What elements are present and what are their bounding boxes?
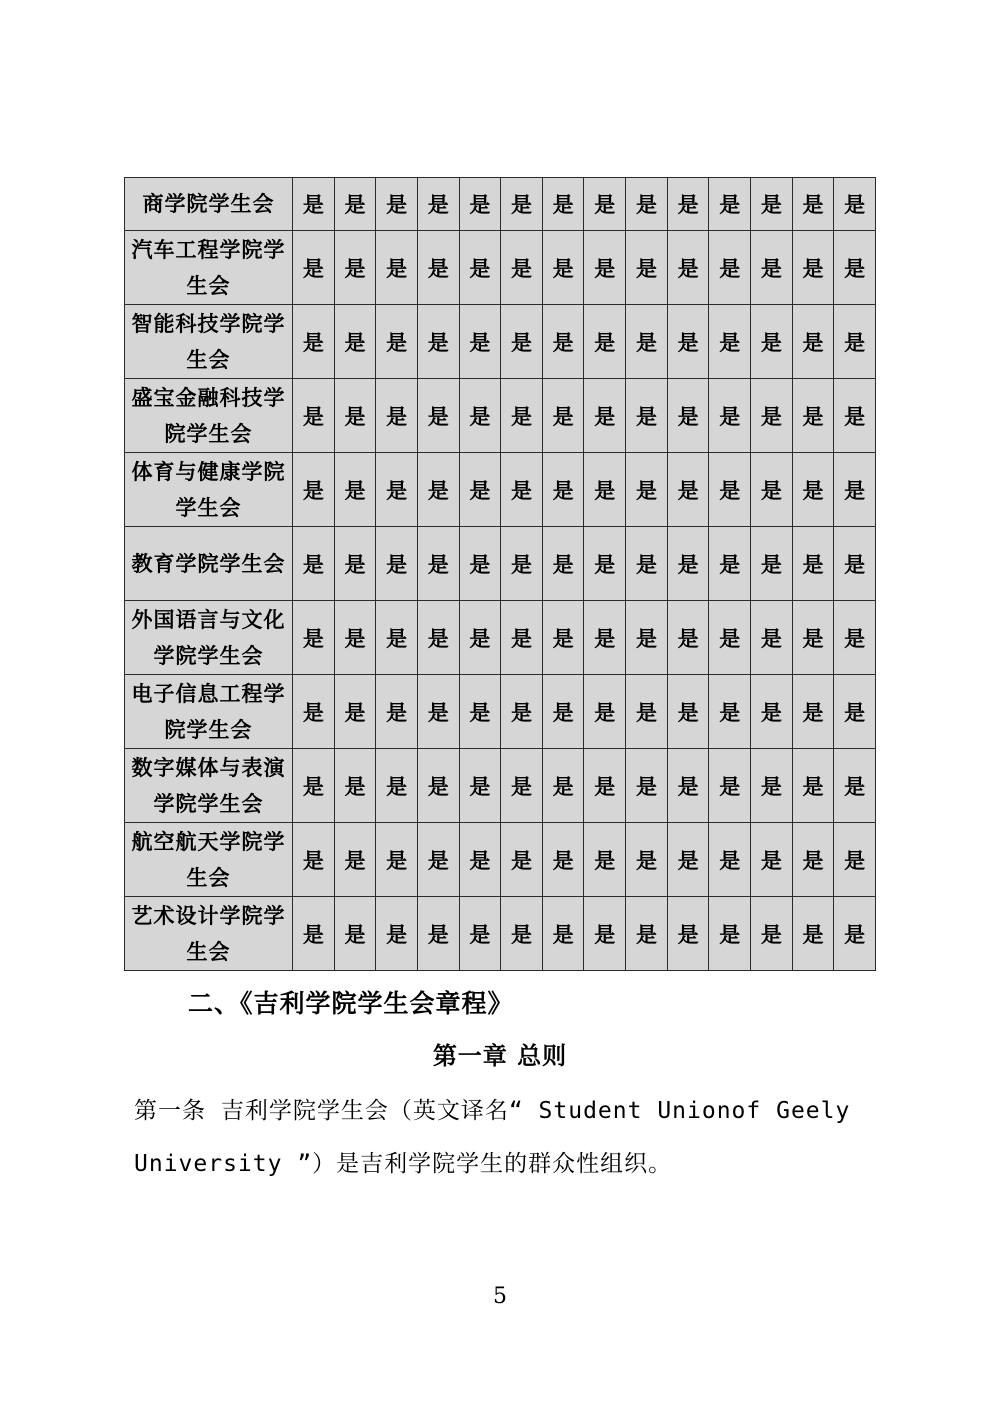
yes-cell: 是 (334, 379, 376, 453)
yes-cell: 是 (584, 231, 626, 305)
yes-cell: 是 (751, 527, 793, 601)
college-name-cell: 盛宝金融科技学院学生会 (125, 379, 293, 453)
yes-cell: 是 (417, 823, 459, 897)
table-row (125, 379, 876, 453)
yes-cell: 是 (293, 527, 335, 601)
yes-cell: 是 (542, 897, 584, 971)
college-name-cell: 电子信息工程学院学生会 (125, 675, 293, 749)
yes-cell: 是 (501, 231, 543, 305)
yes-cell: 是 (834, 178, 876, 231)
table-row (125, 675, 876, 749)
yes-cell: 是 (334, 453, 376, 527)
yes-cell: 是 (417, 749, 459, 823)
yes-cell: 是 (293, 379, 335, 453)
yes-cell: 是 (792, 823, 834, 897)
college-name-cell: 艺术设计学院学生会 (125, 897, 293, 971)
yes-cell: 是 (542, 823, 584, 897)
yes-cell: 是 (501, 527, 543, 601)
yes-cell: 是 (334, 675, 376, 749)
yes-cell: 是 (709, 305, 751, 379)
yes-cell: 是 (626, 897, 668, 971)
yes-cell: 是 (626, 305, 668, 379)
yes-cell: 是 (417, 601, 459, 675)
yes-cell: 是 (417, 379, 459, 453)
yes-cell: 是 (542, 675, 584, 749)
yes-cell: 是 (293, 601, 335, 675)
table-row (125, 527, 876, 601)
yes-cell: 是 (751, 675, 793, 749)
yes-cell: 是 (376, 527, 418, 601)
table-row (125, 823, 876, 897)
yes-cell: 是 (709, 749, 751, 823)
yes-cell: 是 (792, 379, 834, 453)
yes-cell: 是 (709, 379, 751, 453)
yes-cell: 是 (626, 823, 668, 897)
yes-cell: 是 (376, 178, 418, 231)
yes-cell: 是 (334, 178, 376, 231)
yes-cell: 是 (751, 379, 793, 453)
yes-cell: 是 (834, 379, 876, 453)
yes-cell: 是 (751, 453, 793, 527)
yes-cell: 是 (792, 749, 834, 823)
yes-cell: 是 (792, 527, 834, 601)
yes-cell: 是 (751, 823, 793, 897)
chapter-title: 第一章 总则 (432, 1042, 568, 1070)
yes-cell: 是 (376, 601, 418, 675)
yes-cell: 是 (501, 897, 543, 971)
yes-cell: 是 (584, 601, 626, 675)
yes-cell: 是 (751, 749, 793, 823)
yes-cell: 是 (459, 305, 501, 379)
yes-cell: 是 (667, 231, 709, 305)
yes-cell: 是 (626, 178, 668, 231)
yes-cell: 是 (334, 823, 376, 897)
yes-cell: 是 (709, 823, 751, 897)
table-row (125, 749, 876, 823)
yes-cell: 是 (376, 305, 418, 379)
yes-cell: 是 (376, 823, 418, 897)
yes-cell: 是 (459, 453, 501, 527)
table-row (125, 453, 876, 527)
yes-cell: 是 (709, 527, 751, 601)
yes-cell: 是 (751, 231, 793, 305)
membership-table (124, 177, 876, 971)
yes-cell: 是 (626, 453, 668, 527)
college-name-cell: 商学院学生会 (125, 178, 293, 231)
college-name-cell: 教育学院学生会 (125, 527, 293, 601)
yes-cell: 是 (542, 601, 584, 675)
yes-cell: 是 (751, 305, 793, 379)
yes-cell: 是 (834, 749, 876, 823)
yes-cell: 是 (584, 305, 626, 379)
yes-cell: 是 (626, 601, 668, 675)
yes-cell: 是 (542, 379, 584, 453)
table-row (125, 601, 876, 675)
yes-cell: 是 (584, 453, 626, 527)
yes-cell: 是 (667, 749, 709, 823)
yes-cell: 是 (501, 305, 543, 379)
yes-cell: 是 (542, 527, 584, 601)
college-name-cell: 外国语言与文化学院学生会 (125, 601, 293, 675)
yes-cell: 是 (792, 897, 834, 971)
yes-cell: 是 (667, 527, 709, 601)
yes-cell: 是 (542, 749, 584, 823)
yes-cell: 是 (459, 823, 501, 897)
yes-cell: 是 (792, 601, 834, 675)
yes-cell: 是 (501, 453, 543, 527)
yes-cell: 是 (834, 231, 876, 305)
yes-cell: 是 (834, 601, 876, 675)
yes-cell: 是 (626, 379, 668, 453)
yes-cell: 是 (376, 231, 418, 305)
yes-cell: 是 (667, 601, 709, 675)
yes-cell: 是 (709, 675, 751, 749)
yes-cell: 是 (501, 178, 543, 231)
yes-cell: 是 (667, 379, 709, 453)
yes-cell: 是 (417, 178, 459, 231)
table-row (125, 178, 876, 231)
yes-cell: 是 (751, 178, 793, 231)
yes-cell: 是 (834, 527, 876, 601)
yes-cell: 是 (334, 897, 376, 971)
yes-cell: 是 (542, 178, 584, 231)
yes-cell: 是 (626, 527, 668, 601)
yes-cell: 是 (584, 379, 626, 453)
yes-cell: 是 (459, 749, 501, 823)
yes-cell: 是 (459, 527, 501, 601)
yes-cell: 是 (667, 178, 709, 231)
yes-cell: 是 (667, 897, 709, 971)
yes-cell: 是 (293, 231, 335, 305)
table-row (125, 897, 876, 971)
yes-cell: 是 (417, 305, 459, 379)
yes-cell: 是 (667, 823, 709, 897)
yes-cell: 是 (792, 178, 834, 231)
yes-cell: 是 (501, 601, 543, 675)
table-body (125, 178, 876, 971)
yes-cell: 是 (376, 379, 418, 453)
yes-cell: 是 (334, 231, 376, 305)
yes-cell: 是 (709, 601, 751, 675)
yes-cell: 是 (293, 305, 335, 379)
yes-cell: 是 (751, 897, 793, 971)
yes-cell: 是 (709, 178, 751, 231)
yes-cell: 是 (459, 231, 501, 305)
yes-cell: 是 (584, 178, 626, 231)
yes-cell: 是 (584, 675, 626, 749)
college-name-cell: 汽车工程学院学生会 (125, 231, 293, 305)
yes-cell: 是 (376, 897, 418, 971)
yes-cell: 是 (834, 675, 876, 749)
yes-cell: 是 (293, 178, 335, 231)
article-paragraph: 第一条 吉利学院学生会（英文译名“ Student Unionof Geely University ”）是吉利学院学生的群众性组织。 (134, 1098, 851, 1177)
yes-cell: 是 (293, 675, 335, 749)
yes-cell: 是 (459, 675, 501, 749)
yes-cell: 是 (667, 453, 709, 527)
yes-cell: 是 (584, 527, 626, 601)
yes-cell: 是 (334, 527, 376, 601)
college-name-cell: 数字媒体与表演学院学生会 (125, 749, 293, 823)
yes-cell: 是 (792, 453, 834, 527)
yes-cell: 是 (792, 675, 834, 749)
yes-cell: 是 (501, 823, 543, 897)
yes-cell: 是 (709, 231, 751, 305)
yes-cell: 是 (834, 305, 876, 379)
yes-cell: 是 (459, 601, 501, 675)
yes-cell: 是 (834, 897, 876, 971)
yes-cell: 是 (459, 897, 501, 971)
yes-cell: 是 (334, 749, 376, 823)
yes-cell: 是 (417, 527, 459, 601)
yes-cell: 是 (626, 749, 668, 823)
yes-cell: 是 (459, 178, 501, 231)
yes-cell: 是 (376, 453, 418, 527)
yes-cell: 是 (584, 749, 626, 823)
yes-cell: 是 (459, 379, 501, 453)
yes-cell: 是 (834, 823, 876, 897)
yes-cell: 是 (834, 453, 876, 527)
yes-cell: 是 (334, 305, 376, 379)
yes-cell: 是 (667, 305, 709, 379)
yes-cell: 是 (417, 675, 459, 749)
yes-cell: 是 (501, 749, 543, 823)
table-row (125, 305, 876, 379)
yes-cell: 是 (709, 453, 751, 527)
yes-cell: 是 (584, 823, 626, 897)
yes-cell: 是 (501, 379, 543, 453)
yes-cell: 是 (709, 897, 751, 971)
yes-cell: 是 (542, 231, 584, 305)
college-name-cell: 航空航天学院学生会 (125, 823, 293, 897)
yes-cell: 是 (293, 453, 335, 527)
yes-cell: 是 (334, 601, 376, 675)
yes-cell: 是 (376, 749, 418, 823)
yes-cell: 是 (792, 305, 834, 379)
section-heading: 二、《吉利学院学生会章程》 (188, 989, 514, 1018)
yes-cell: 是 (542, 453, 584, 527)
yes-cell: 是 (293, 823, 335, 897)
yes-cell: 是 (751, 601, 793, 675)
yes-cell: 是 (626, 675, 668, 749)
yes-cell: 是 (501, 675, 543, 749)
yes-cell: 是 (584, 897, 626, 971)
yes-cell: 是 (417, 231, 459, 305)
yes-cell: 是 (792, 231, 834, 305)
yes-cell: 是 (293, 749, 335, 823)
yes-cell: 是 (626, 231, 668, 305)
yes-cell: 是 (417, 897, 459, 971)
table-row (125, 231, 876, 305)
page-number: 5 (493, 1284, 507, 1309)
yes-cell: 是 (376, 675, 418, 749)
yes-cell: 是 (293, 897, 335, 971)
yes-cell: 是 (417, 453, 459, 527)
college-name-cell: 智能科技学院学生会 (125, 305, 293, 379)
yes-cell: 是 (542, 305, 584, 379)
yes-cell: 是 (667, 675, 709, 749)
college-name-cell: 体育与健康学院学生会 (125, 453, 293, 527)
